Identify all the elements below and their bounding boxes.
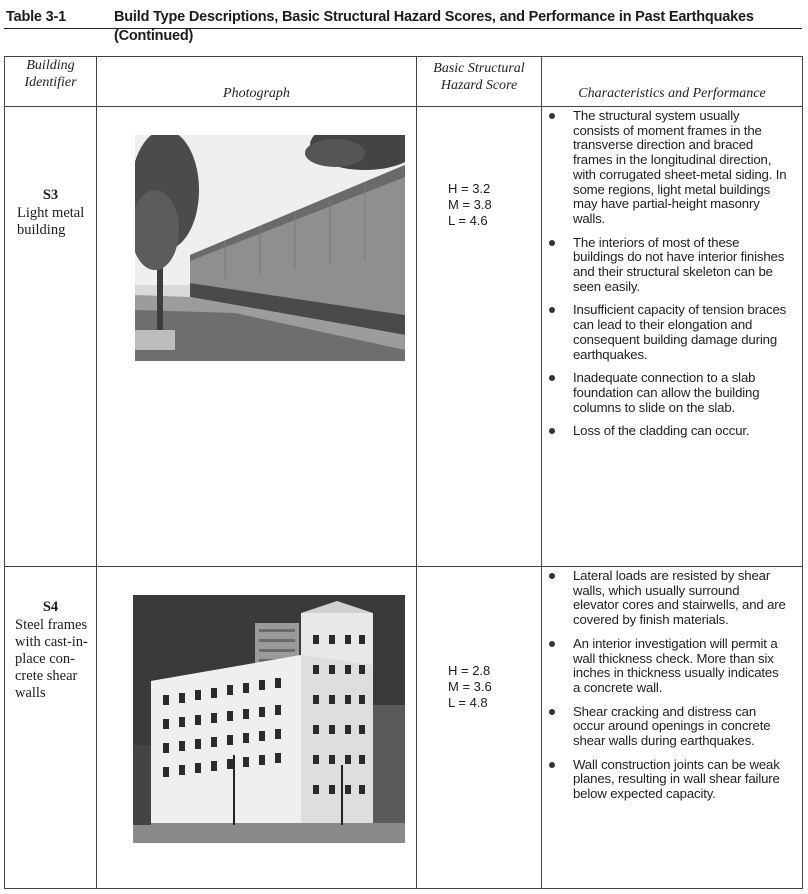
hazard-score-cell: [417, 567, 542, 889]
building-code: S3: [42, 187, 59, 203]
characteristics-list: [542, 567, 802, 802]
list-item: The interiors of most of these buildings do not have interior finishes and their structural skeleton can be seen easily.: [548, 236, 788, 295]
list-item: An interior investigation will permit a wall thickness check. More than six inches in thickness usually indicates a concrete wall.: [548, 637, 788, 696]
list-item: Lateral loads are resisted by shear walls, which usually surround elevator cores and stairwells, and are covered by finish materials.: [548, 569, 788, 628]
score-high: H = 2.8: [448, 663, 491, 678]
photo-light-metal-building: [135, 135, 405, 361]
list-item: Insufficient capacity of tension braces can lead to their elongation and consequent building damage during earthquakes.: [548, 303, 788, 362]
table-continued-label: (Continued): [114, 28, 194, 44]
bullet-icon: [549, 428, 555, 434]
table-number: Table 3-1: [6, 9, 66, 25]
building-types-table: [4, 56, 803, 889]
bullet-icon: [549, 573, 555, 579]
building-identifier-cell: [5, 107, 97, 567]
caption-rule: [4, 28, 802, 29]
list-item: Inadequate connection to a slab foundation can allow the building columns to slide on the slab.: [548, 371, 788, 415]
bullet-icon: [549, 375, 555, 381]
characteristics-cell: [542, 567, 803, 889]
header-hazard-score: Basic Structural Hazard Score: [417, 57, 542, 107]
building-code: S4: [42, 599, 59, 615]
characteristics-list: [542, 107, 802, 439]
list-item: The structural system usually consists of moment frames in the transverse direction and braced frames in the longitudinal direction, with corrugated sheet-metal siding. In some regions, light metal buildings may have partial-height masonry walls.: [548, 109, 788, 227]
building-identifier-cell: [5, 567, 97, 889]
photo-steel-frame-building: [133, 595, 405, 843]
score-low: L = 4.8: [448, 695, 488, 710]
score-moderate: M = 3.8: [448, 197, 492, 212]
photograph-cell: [97, 107, 417, 567]
list-item: Loss of the cladding can occur.: [548, 424, 788, 439]
score-moderate: M = 3.6: [448, 679, 492, 694]
table-row: [5, 567, 803, 889]
header-building-identifier: Building Identifier: [5, 57, 97, 107]
bullet-icon: [549, 709, 555, 715]
building-description: Light metal building: [17, 205, 85, 238]
list-item: Wall construction joints can be weak planes, resulting in wall shear failure below expected capacity.: [548, 758, 788, 802]
bullet-icon: [549, 641, 555, 647]
score-low: L = 4.6: [448, 213, 488, 228]
header-photograph: Photograph: [97, 57, 417, 107]
bullet-icon: [549, 240, 555, 246]
score-high: H = 3.2: [448, 181, 491, 196]
header-row: [5, 57, 803, 107]
table-title: Build Type Descriptions, Basic Structural Hazard Scores, and Performance in Past Earthquakes: [114, 9, 754, 25]
building-description: Steel frames with cast-in- place con- crete shear walls: [15, 617, 88, 701]
hazard-score-cell: [417, 107, 542, 567]
bullet-icon: [549, 113, 555, 119]
list-item: Shear cracking and distress can occur around openings in concrete shear walls during earthquakes.: [548, 705, 788, 749]
header-characteristics: Characteristics and Performance: [542, 57, 803, 107]
bullet-icon: [549, 762, 555, 768]
photograph-cell: [97, 567, 417, 889]
table-row: [5, 107, 803, 567]
bullet-icon: [549, 307, 555, 313]
characteristics-cell: [542, 107, 803, 567]
